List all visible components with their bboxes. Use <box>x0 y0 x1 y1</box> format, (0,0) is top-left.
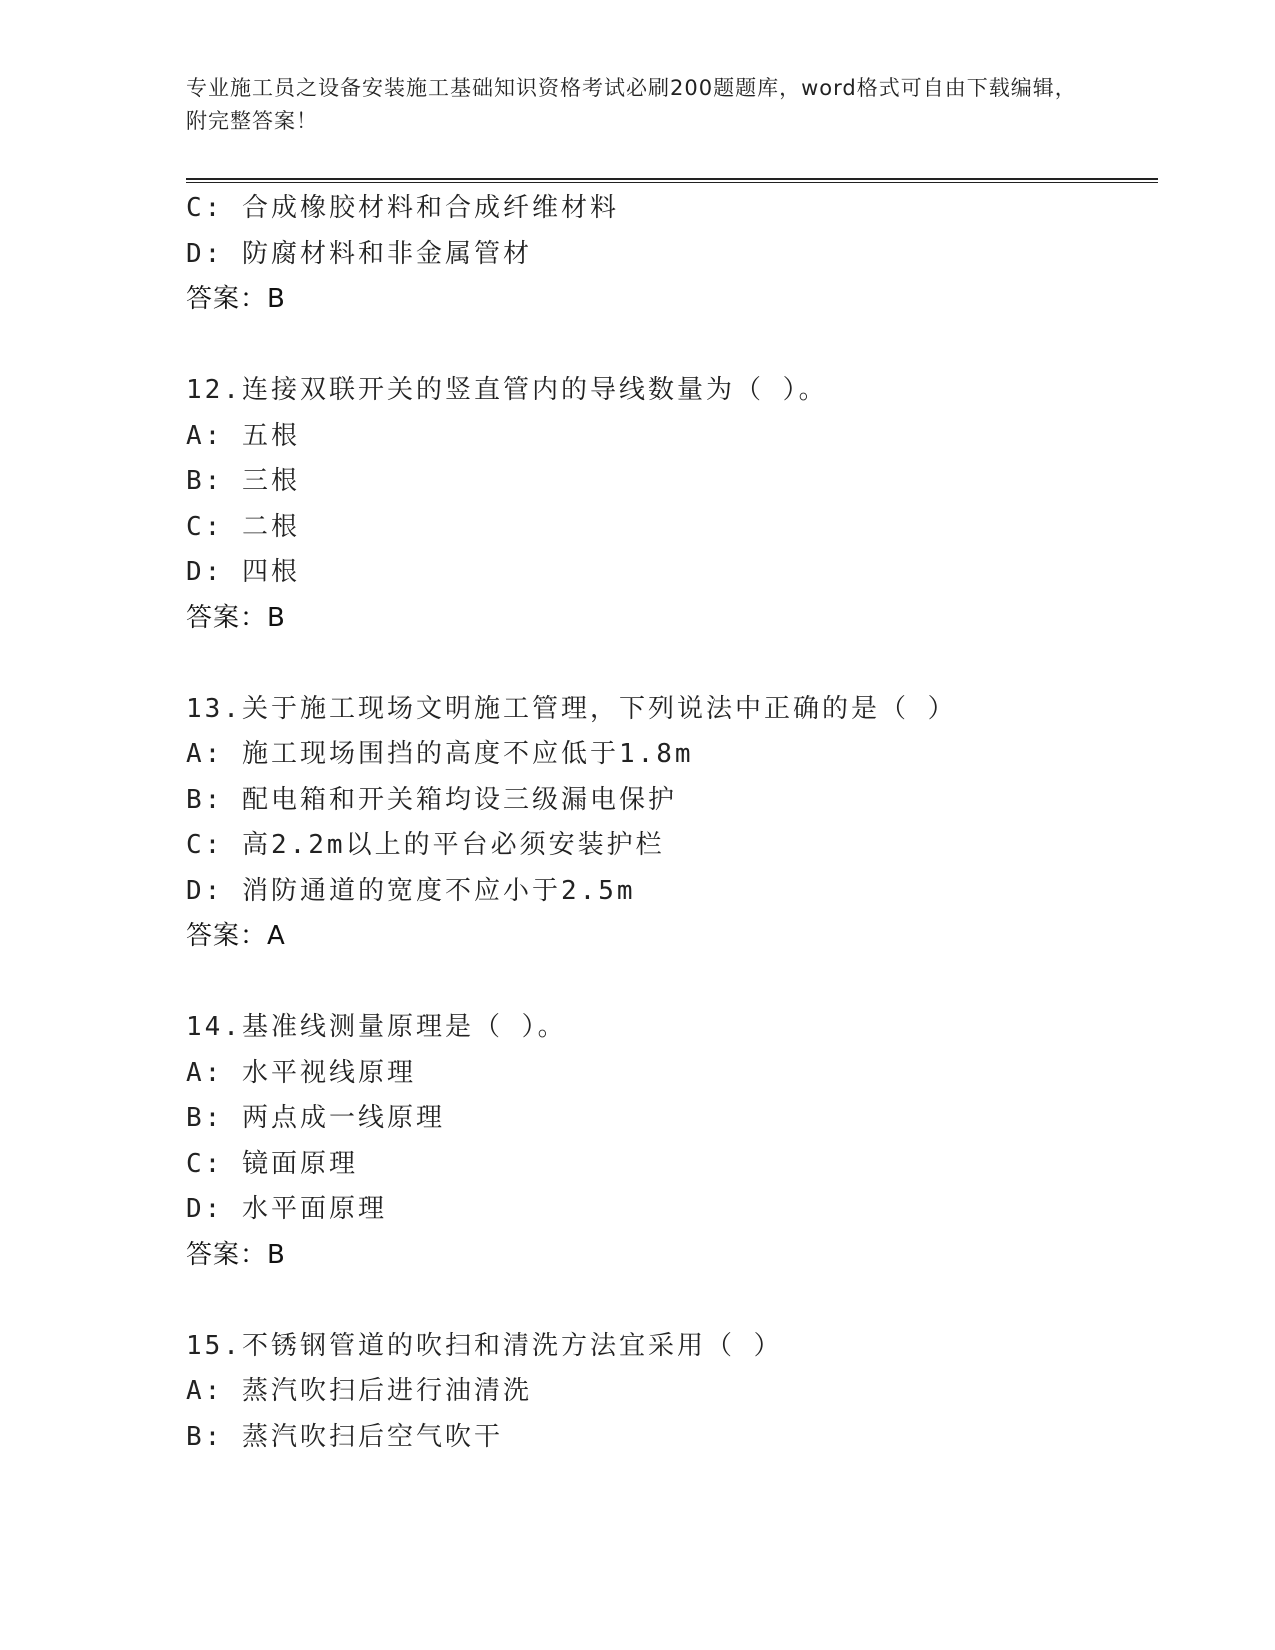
option-row: C: 合成橡胶材料和合成纤维材料 <box>186 193 619 223</box>
option-row: A: 水平视线原理 <box>186 1057 416 1088</box>
question-content <box>186 186 1166 1460</box>
answer-line: 答案：B <box>186 1239 286 1270</box>
header-divider-thin <box>186 182 1158 183</box>
option-row: D: 防腐材料和非金属管材 <box>186 238 532 269</box>
question-stem: 13.关于施工现场文明施工管理，下列说法中正确的是（ ） <box>186 693 957 724</box>
option-row: C: 镜面原理 <box>186 1148 358 1179</box>
option-row: D: 四根 <box>186 557 300 587</box>
option-row: D: 消防通道的宽度不应小于2.5m <box>186 875 636 906</box>
question-stem: 14.基准线测量原理是（ ）。 <box>186 1012 567 1042</box>
option-row: C: 高2.2m以上的平台必须安装护栏 <box>186 830 665 860</box>
question-14 <box>186 1005 1166 1278</box>
question-15 <box>186 1324 1166 1461</box>
option-row: A: 施工现场围挡的高度不应低于1.8m <box>186 739 694 769</box>
option-row: C: 二根 <box>186 511 300 542</box>
header-divider-thick <box>186 178 1158 180</box>
document-header: 专业施工员之设备安装施工基础知识资格考试必刷200题题库，word格式可自由下载编辑，附完整答案！ <box>186 76 1077 133</box>
option-row: B: 蒸汽吹扫后空气吹干 <box>186 1421 503 1452</box>
answer-line: 答案：A <box>186 921 286 951</box>
question-12 <box>186 368 1166 641</box>
option-row: A: 蒸汽吹扫后进行油清洗 <box>186 1376 532 1406</box>
option-row: B: 两点成一线原理 <box>186 1103 445 1133</box>
option-row: A: 五根 <box>186 420 300 451</box>
option-row: B: 三根 <box>186 466 300 496</box>
option-row: D: 水平面原理 <box>186 1194 387 1224</box>
question-13 <box>186 687 1166 960</box>
answer-line: 答案：B <box>186 284 286 314</box>
answer-line: 答案：B <box>186 602 286 633</box>
question-stem: 15.不锈钢管道的吹扫和清洗方法宜采用（ ） <box>186 1330 783 1361</box>
option-row: B: 配电箱和开关箱均设三级漏电保护 <box>186 784 677 815</box>
question-11-continued <box>186 186 1166 323</box>
question-stem: 12.连接双联开关的竖直管内的导线数量为（ ）。 <box>186 375 828 405</box>
